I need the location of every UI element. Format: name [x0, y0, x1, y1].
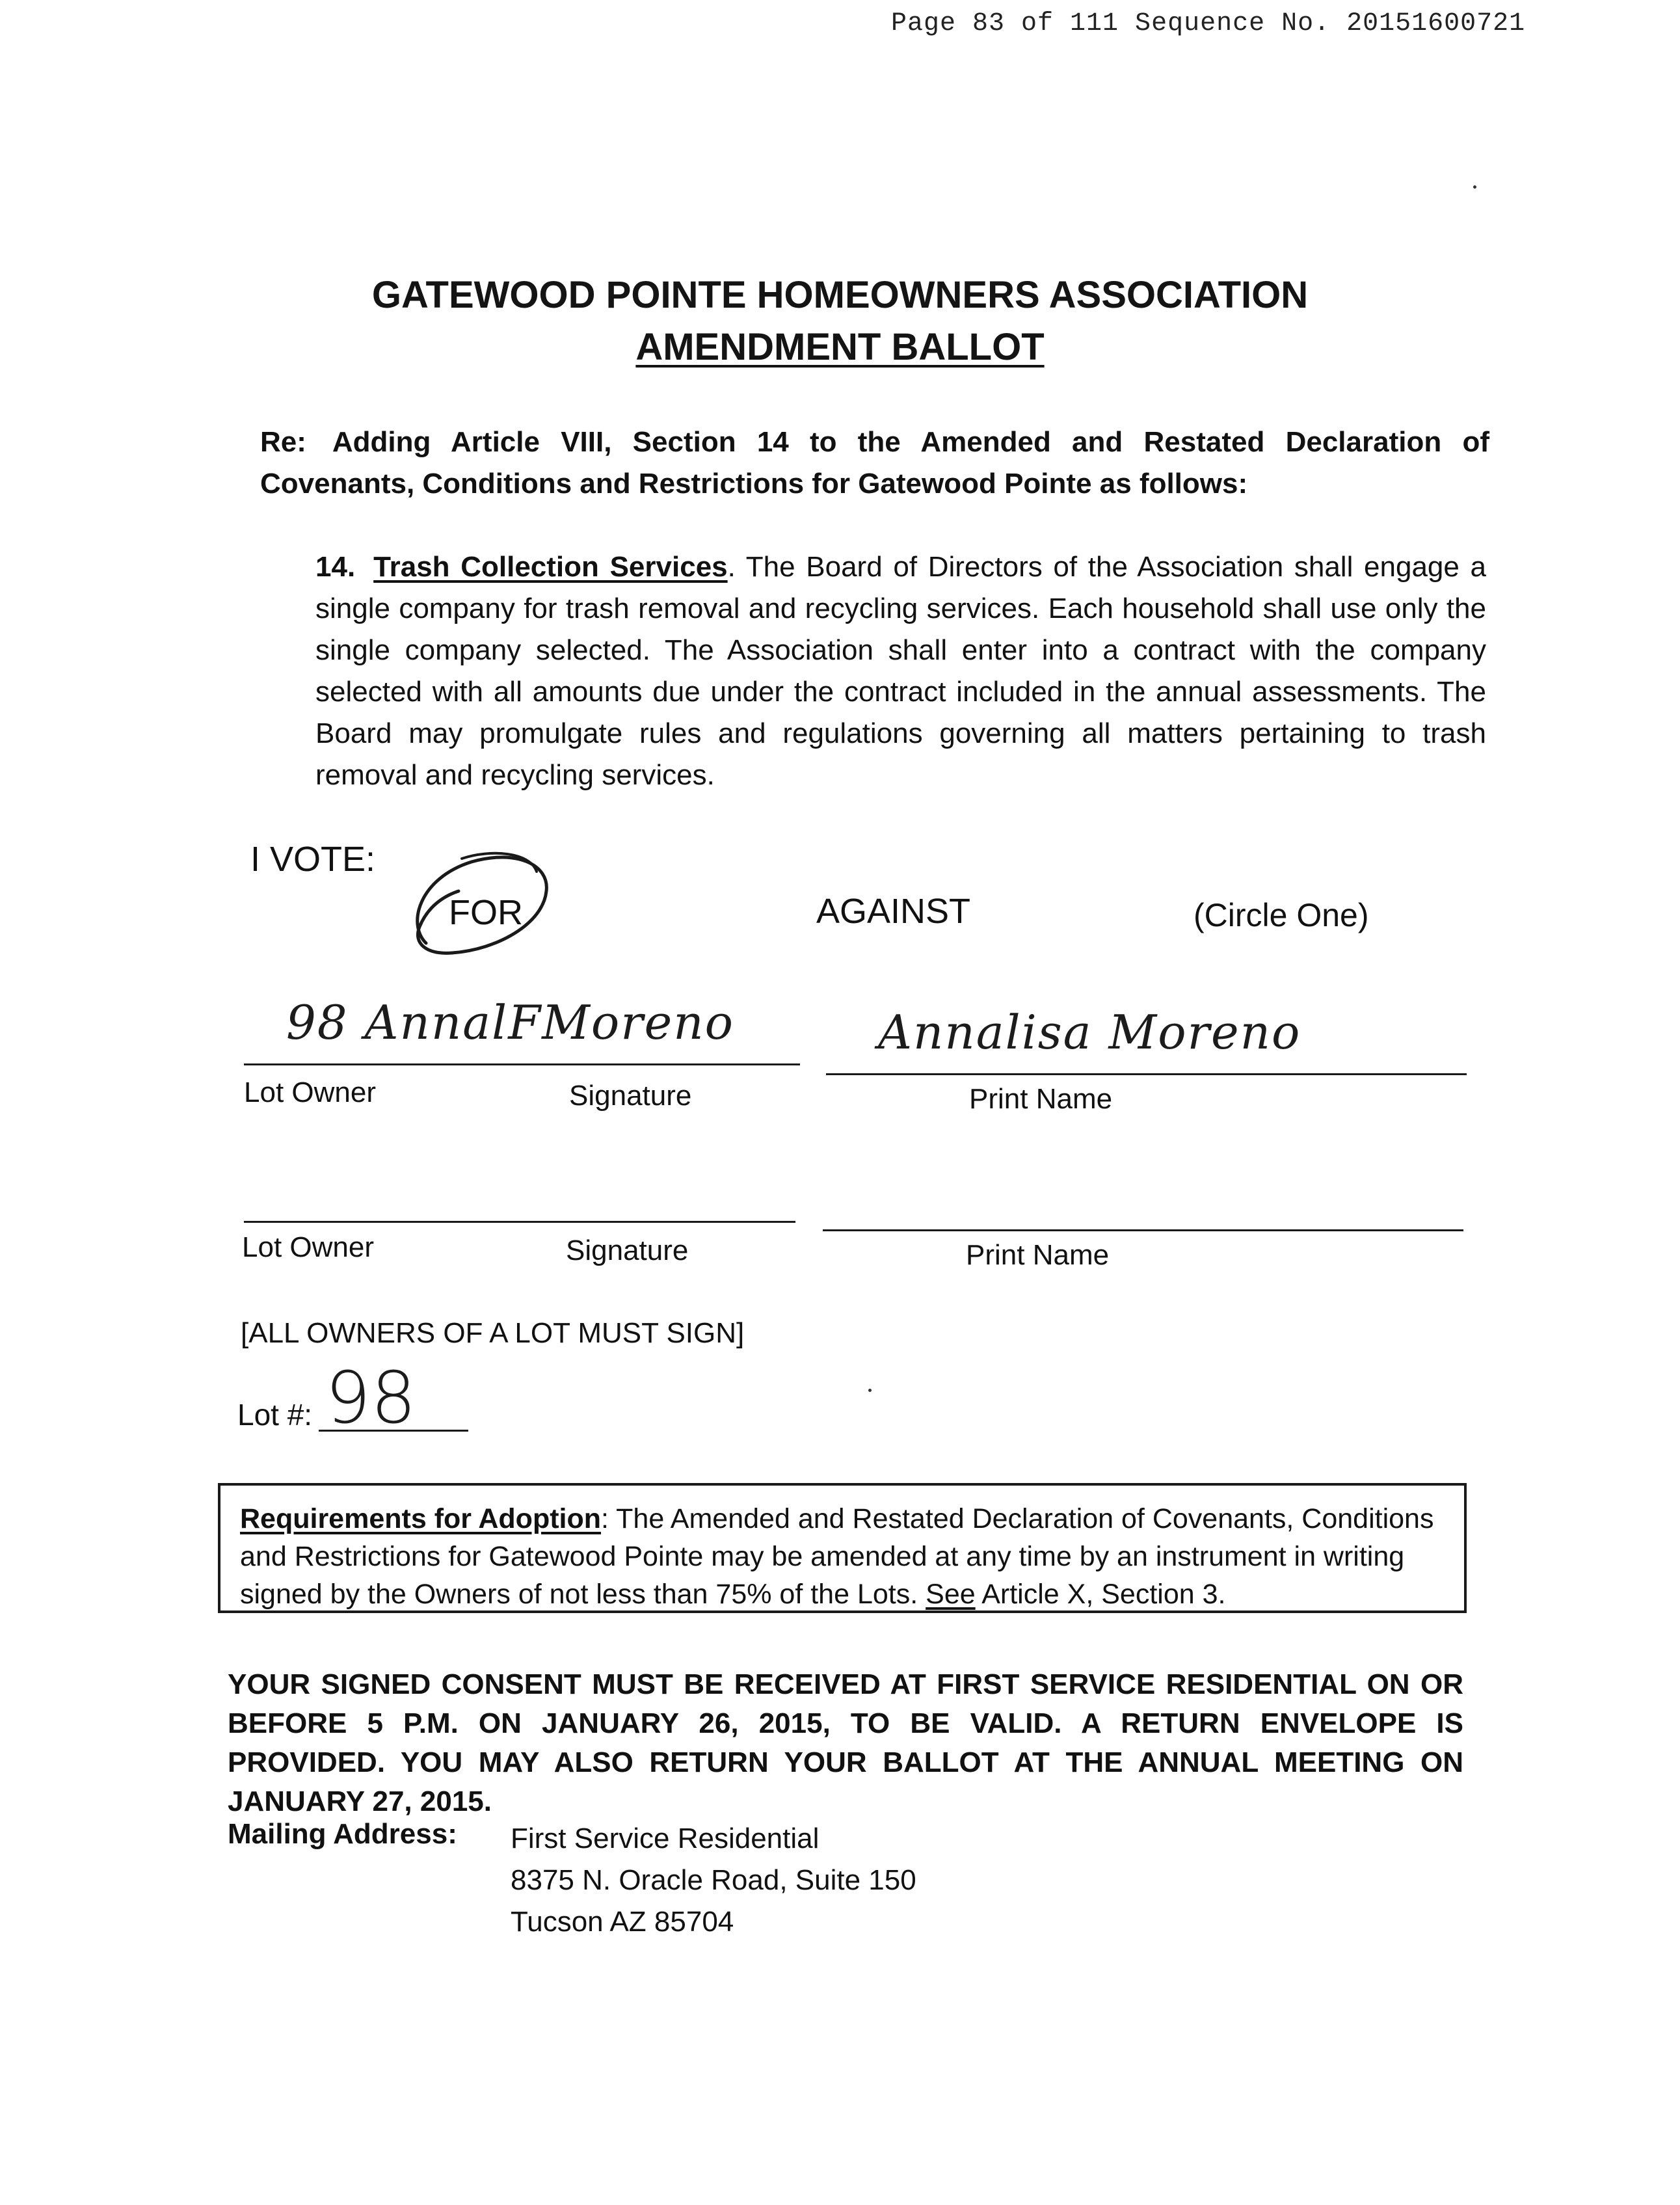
mailing-address-label: Mailing Address:: [228, 1818, 457, 1850]
print-name-line-2[interactable]: [823, 1229, 1463, 1231]
section-number: 14.: [315, 551, 356, 583]
print-name-label-1: Print Name: [969, 1083, 1113, 1115]
lot-number-value: 98: [325, 1356, 416, 1439]
section-body: The Board of Directors of the Association shall engage a single company for trash removal and recycling services. Each household shall use only the single company selected. The Association shall enter into a contract with the company selected with all amounts due under the contract included in the annual assessments. The Board may promulgate rules and regulations governing all matters pertaining to trash removal and recycling services.: [315, 551, 1487, 791]
requirements-see: See: [926, 1579, 976, 1610]
signature-line-1[interactable]: [244, 1063, 800, 1065]
page-sequence-header: Page 83 of 111 Sequence No. 20151600721: [891, 9, 1526, 38]
requirements-box: [218, 1483, 1467, 1613]
section-14-paragraph: [315, 546, 1486, 796]
signature-label-1: Signature: [569, 1080, 692, 1112]
mailing-line-3: Tucson AZ 85704: [511, 1906, 734, 1938]
lot-number-line[interactable]: [319, 1430, 468, 1432]
requirements-reference: Article X, Section 3.: [981, 1579, 1226, 1610]
mailing-line-1: First Service Residential: [511, 1823, 820, 1854]
ballot-title-text: AMENDMENT BALLOT: [635, 326, 1045, 368]
mailing-line-2: 8375 N. Oracle Road, Suite 150: [511, 1864, 916, 1896]
circle-one-instruction: (Circle One): [1193, 897, 1369, 933]
print-name-label-2: Print Name: [966, 1239, 1110, 1271]
mailing-address: [511, 1818, 916, 1943]
lot-number-label: Lot #:: [237, 1398, 313, 1432]
vote-label: I VOTE:: [250, 840, 376, 879]
association-title: GATEWOOD POINTE HOMEOWNERS ASSOCIATION: [371, 274, 1309, 316]
re-paragraph: [260, 421, 1489, 505]
signature-label-2: Signature: [566, 1235, 689, 1266]
signature-line-2[interactable]: [244, 1221, 795, 1223]
scan-speck: [1473, 185, 1476, 189]
lot-owner-label-1: Lot Owner: [244, 1076, 376, 1108]
section-title-period: .: [727, 551, 736, 583]
ballot-title: [0, 325, 1680, 369]
vote-option-against[interactable]: AGAINST: [816, 892, 971, 931]
all-owners-note: [ALL OWNERS OF A LOT MUST SIGN]: [241, 1317, 745, 1349]
handwritten-signature: 98 AnnalFMoreno: [286, 995, 734, 1050]
print-name-line-1[interactable]: [826, 1073, 1467, 1075]
vote-option-for[interactable]: FOR: [449, 893, 523, 932]
lot-owner-label-2: Lot Owner: [242, 1231, 374, 1263]
requirements-label: Requirements for Adoption: [240, 1503, 602, 1534]
requirements-text: The Amended and Restated Declaration of Covenants, Conditions and Restrictions for Gatewood Pointe may be amended at any time by an instrument in writing signed by the Owners of not less than 75% of the Lots.: [240, 1503, 1434, 1610]
scan-speck-2: [868, 1389, 872, 1392]
section-title: Trash Collection Services: [373, 551, 728, 583]
deadline-notice: YOUR SIGNED CONSENT MUST BE RECEIVED AT FIRST SERVICE RESIDENTIAL ON OR BEFORE 5 P.M. ON JANUARY 26, 2015, TO BE VALID. A RETURN ENVELOPE IS PROVIDED. YOU MAY ALSO RETURN YOUR BALLOT AT THE ANNUAL MEETING ON JANUARY 27, 2015.: [228, 1668, 1463, 1817]
re-label: Re:: [260, 426, 306, 458]
requirements-colon: :: [601, 1503, 617, 1534]
handwritten-print-name: Annalisa Moreno: [878, 1005, 1301, 1060]
re-text: Adding Article VIII, Section 14 to the Amended and Restated Declaration of Covenants, Conditions and Restrictions for Gatewood Pointe as follows:: [260, 426, 1489, 500]
